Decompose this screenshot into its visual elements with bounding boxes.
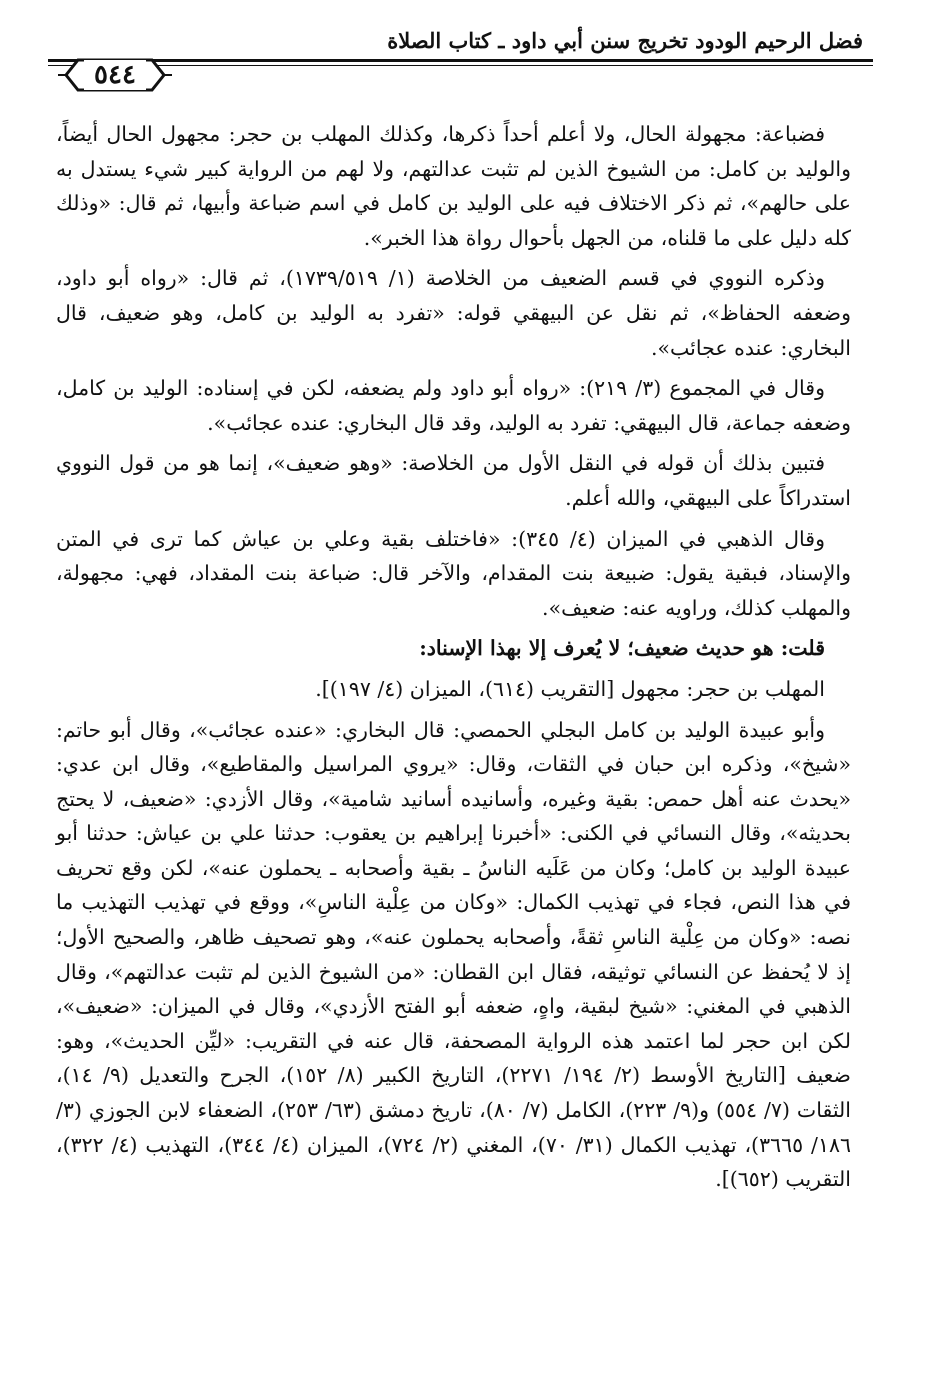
- verdict-line: قلت: هو حديث ضعيف؛ لا يُعرف إلا بهذا الإسناد:: [419, 636, 825, 661]
- page-number-ornament: [56, 54, 174, 96]
- paragraph: فضباعة: مجهولة الحال، ولا أعلم أحداً ذكرها، وكذلك المهلب بن حجر: مجهول الحال أيضاً، والوليد بن كامل: من الشيوخ الذين لم تثبت عدالتهم، ولا لهم من الرواية كبير شيء يستدل به على حالهم»، ثم ذكر الاختلاف فيه على الوليد بن كامل في اسم ضباعة وأبيها، ثم قال: «وذلك كله دليل على ما قلناه، من الجهل بأحوال رواة هذا الخبر».: [56, 122, 851, 250]
- paragraph: وقال الذهبي في الميزان (٤/ ٣٤٥): «فاختلف بقية وعلي بن عياش كما ترى في المتن والإسناد، فبقية يقول: ضبيعة بنت المقدام، والآخر قال: ضباعة بنت المقداد، فهي: مجهولة، والمهلب كذلك، وراويه عنه: ضعيف».: [56, 526, 851, 620]
- paragraph: فتبين بذلك أن قوله في النقل الأول من الخلاصة: «وهو ضعيف»، إنما هو من قول النووي استدراكاً على البيهقي، والله أعلم.: [56, 451, 851, 510]
- paragraph: وقال في المجموع (٣/ ٢١٩): «رواه أبو داود ولم يضعفه، لكن في إسناده: الوليد بن كامل، وضعفه جماعة، قال البيهقي: تفرد به الوليد، وقد قال البخاري: عنده عجائب».: [56, 376, 851, 435]
- page-number: ٥٤٤: [84, 60, 146, 90]
- running-header-title: فضل الرحيم الودود تخريج سنن أبي داود ـ كتاب الصلاة: [387, 28, 863, 53]
- body-text: [56, 117, 851, 1203]
- paragraph: المهلب بن حجر: مجهول [التقريب (٦١٤)، الميزان (٤/ ١٩٧)].: [315, 676, 825, 701]
- paragraph: وذكره النووي في قسم الضعيف من الخلاصة (١/ ١٧٣٩/٥١٩)، ثم قال: «رواه أبو داود، وضعفه الحفاظ»، ثم نقل عن البيهقي قوله: «تفرد به الوليد بن كامل، وهو ضعيف، قال البخاري: عنده عجائب».: [56, 266, 851, 360]
- paragraph: وأبو عبيدة الوليد بن كامل البجلي الحمصي: قال البخاري: «عنده عجائب»، وقال أبو حاتم: «شيخ»، وذكره ابن حبان في الثقات، وقال: «يروي المراسيل والمقاطيع»، وقال ابن عدي: «يحدث عنه أهل حمص: بقية وغيره، وأسانيده أسانيد شامية»، وقال الأزدي: «ضعيف، لا يحتج بحديثه»، وقال النسائي في الكنى: «أخبرنا إبراهيم بن يعقوب: حدثنا علي بن عياش: حدثنا أبو عبيدة الوليد بن كامل؛ وكان من عَلَيه الناسُ ـ بقية وأصحابه ـ يحملون عنه»، لكن وقع تحريف في هذا النص، فجاء في تهذيب الكمال: «وكان من عِلْية الناسِ»، ووقع في تهذيب التهذيب ما نصه: «وكان من عِلْية الناسِ ثقةً، وأصحابه يحملون عنه»، وهو تصحيف ظاهر، والصحيح الأول؛ إذ لا يُحفظ عن النسائي توثيقه، فقال ابن القطان: «من الشيوخ الذين لم تثبت عدالتهم»، وقال الذهبي في المغني: «شيخ لبقية، واهٍ، ضعفه أبو الفتح الأزدي»، وقال في الميزان: «ضعيف»، لكن ابن حجر لما اعتمد هذه الرواية المصحفة، قال عنه في التقريب: «ليِّن الحديث»، وهو: ضعيف [التاريخ الأوسط (٢/ ١٩٤/ ٢٢٧١)، التاريخ الكبير (٨/ ١٥٢)، الجرح والتعديل (٩/ ١٤)، الثقات (٧/ ٥٥٤) و(٩/ ٢٢٣)، الكامل (٧/ ٨٠)، تاريخ دمشق (٦٣/ ٢٥٣)، الضعفاء لابن الجوزي (٣/ ١٨٦/ ٣٦٦٥)، تهذيب الكمال (٣١/ ٧٠)، المغني (٢/ ٧٢٤)، الميزان (٤/ ٣٤٤)، التهذيب (٤/ ٣٢٢)، التقريب (٦٥٢)].: [56, 717, 851, 1192]
